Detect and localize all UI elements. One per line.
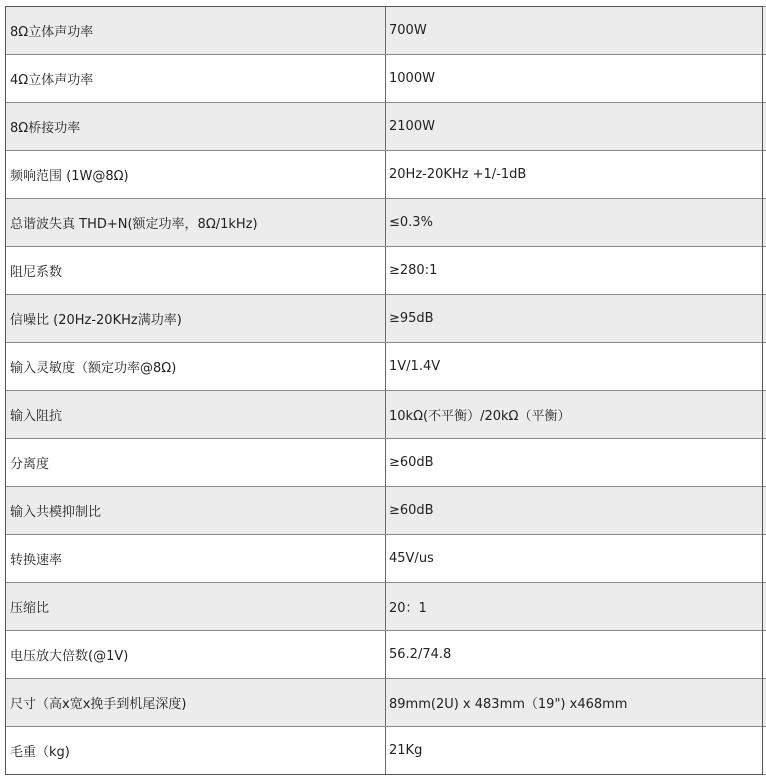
table-row [6,295,766,343]
spec-value: ≤0.3% [386,199,766,247]
spec-value: 10kΩ(不平衡）/20kΩ（平衡） [386,391,766,439]
spec-value: ≥95dB [386,295,766,343]
spec-label: 4Ω立体声功率 [6,55,386,103]
spec-label: 频响范围 (1W@8Ω) [6,151,386,199]
spec-value: ≥60dB [386,439,766,487]
spec-label: 总谐波失真 THD+N(额定功率，8Ω/1kHz) [6,199,386,247]
table-row [6,727,766,775]
spec-value: ≥60dB [386,487,766,535]
spec-label: 8Ω立体声功率 [6,7,386,55]
table-row [6,631,766,679]
spec-label: 转换速率 [6,535,386,583]
spec-label: 输入阻抗 [6,391,386,439]
spec-label: 输入共模抑制比 [6,487,386,535]
spec-value: 45V/us [386,535,766,583]
table-row [6,55,766,103]
spec-value: 20Hz-20KHz +1/-1dB [386,151,766,199]
spec-value: 20：1 [386,583,766,631]
table-row [6,439,766,487]
spec-value: ≥280:1 [386,247,766,295]
spec-label: 输入灵敏度（额定功率@8Ω) [6,343,386,391]
table-row [6,199,766,247]
spec-value: 89mm(2U) x 483mm（19") x468mm [386,679,766,727]
table-row [6,535,766,583]
spec-table-body [6,7,766,775]
table-row [6,247,766,295]
table-row [6,583,766,631]
spec-value: 1V/1.4V [386,343,766,391]
table-row [6,679,766,727]
table-row [6,391,766,439]
spec-label: 电压放大倍数(@1V) [6,631,386,679]
spec-label: 阻尼系数 [6,247,386,295]
spec-value: 700W [386,7,766,55]
spec-label: 8Ω桥接功率 [6,103,386,151]
spec-label: 分离度 [6,439,386,487]
spec-value: 2100W [386,103,766,151]
table-row [6,151,766,199]
spec-label: 毛重（kg) [6,727,386,775]
table-row [6,343,766,391]
table-row [6,103,766,151]
spec-label: 信噪比 (20Hz-20KHz满功率) [6,295,386,343]
spec-label: 压缩比 [6,583,386,631]
table-row [6,487,766,535]
spec-value: 1000W [386,55,766,103]
spec-table [5,6,766,775]
spec-value: 56.2/74.8 [386,631,766,679]
spec-label: 尺寸（高x宽x挽手到机尾深度) [6,679,386,727]
table-row [6,7,766,55]
spec-value: 21Kg [386,727,766,775]
